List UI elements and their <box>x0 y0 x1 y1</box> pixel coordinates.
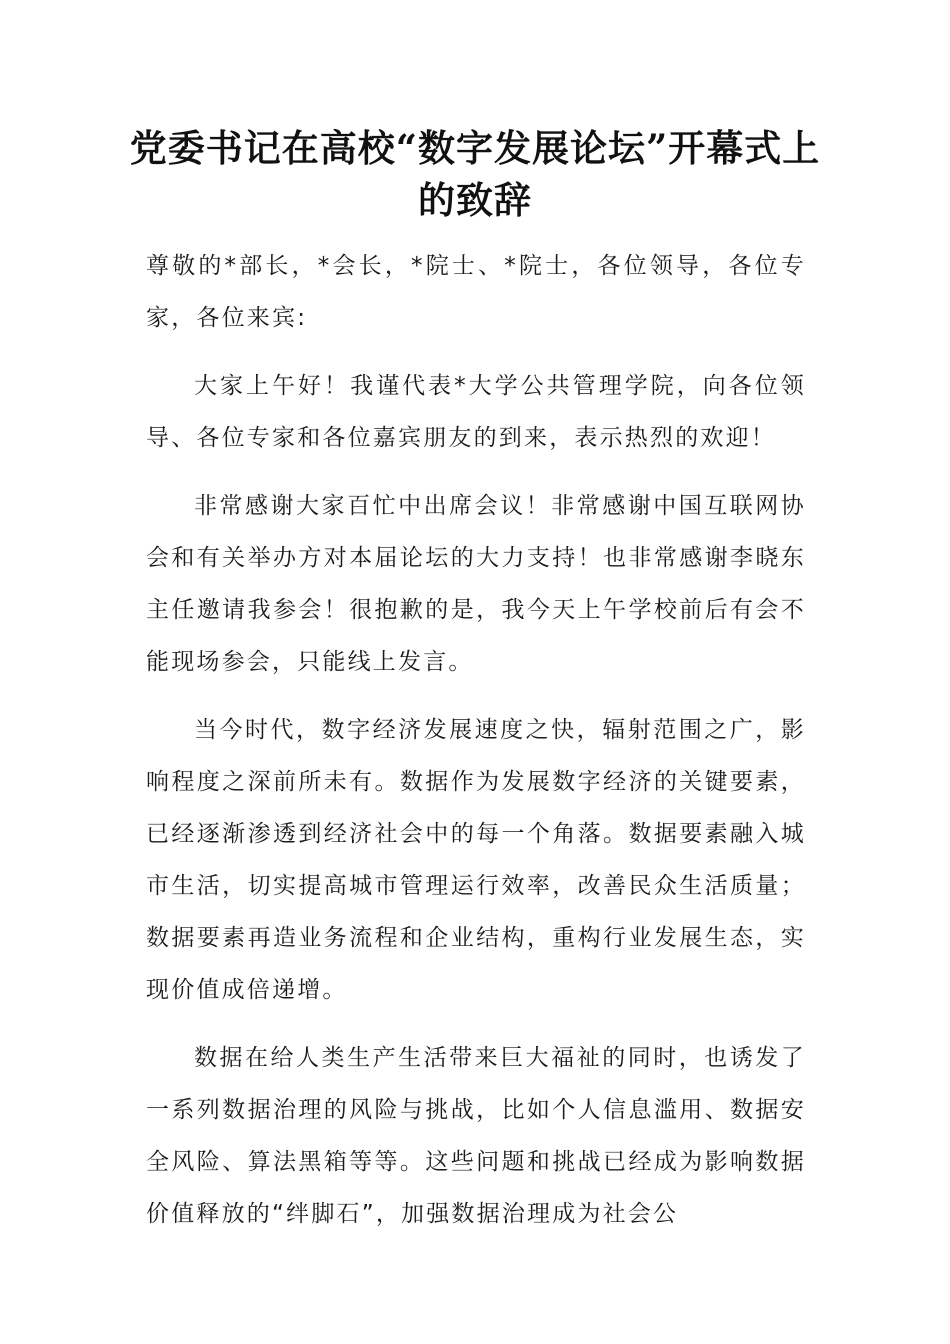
paragraph-data-governance: 数据在给人类生产生活带来巨大福祉的同时，也诱发了一系列数据治理的风险与挑战，比如个人信息滥用、数据安全风险、算法黑箱等等。这些问题和挑战已经成为影响数据价值释放的“绊脚石”，加强数据治理成为社会公 <box>146 1045 806 1227</box>
document-body <box>146 240 806 1256</box>
paragraph-digital-economy: 当今时代，数字经济发展速度之快，辐射范围之广，影响程度之深前所未有。数据作为发展数字经济的关键要素，已经逐渐渗透到经济社会中的每一个角落。数据要素融入城市生活，切实提高城市管理运行效率，改善民众生活质量；数据要素再造业务流程和企业结构，重构行业发展生态，实现价值成倍递增。 <box>146 717 806 1003</box>
paragraph-thanks: 非常感谢大家百忙中出席会议！非常感谢中国互联网协会和有关举办方对本届论坛的大力支持！也非常感谢李晓东主任邀请我参会！很抱歉的是，我今天上午学校前后有会不能现场参会，只能线上发言。 <box>146 493 806 675</box>
salutation: 尊敬的*部长，*会长，*院士、*院士，各位领导，各位专家，各位来宾: <box>146 253 806 331</box>
paragraph-greeting: 大家上午好！我谨代表*大学公共管理学院，向各位领导、各位专家和各位嘉宾朋友的到来，表示热烈的欢迎！ <box>146 373 806 451</box>
document-title: 党委书记在高校“数字发展论坛”开幕式上的致辞 <box>129 126 821 222</box>
